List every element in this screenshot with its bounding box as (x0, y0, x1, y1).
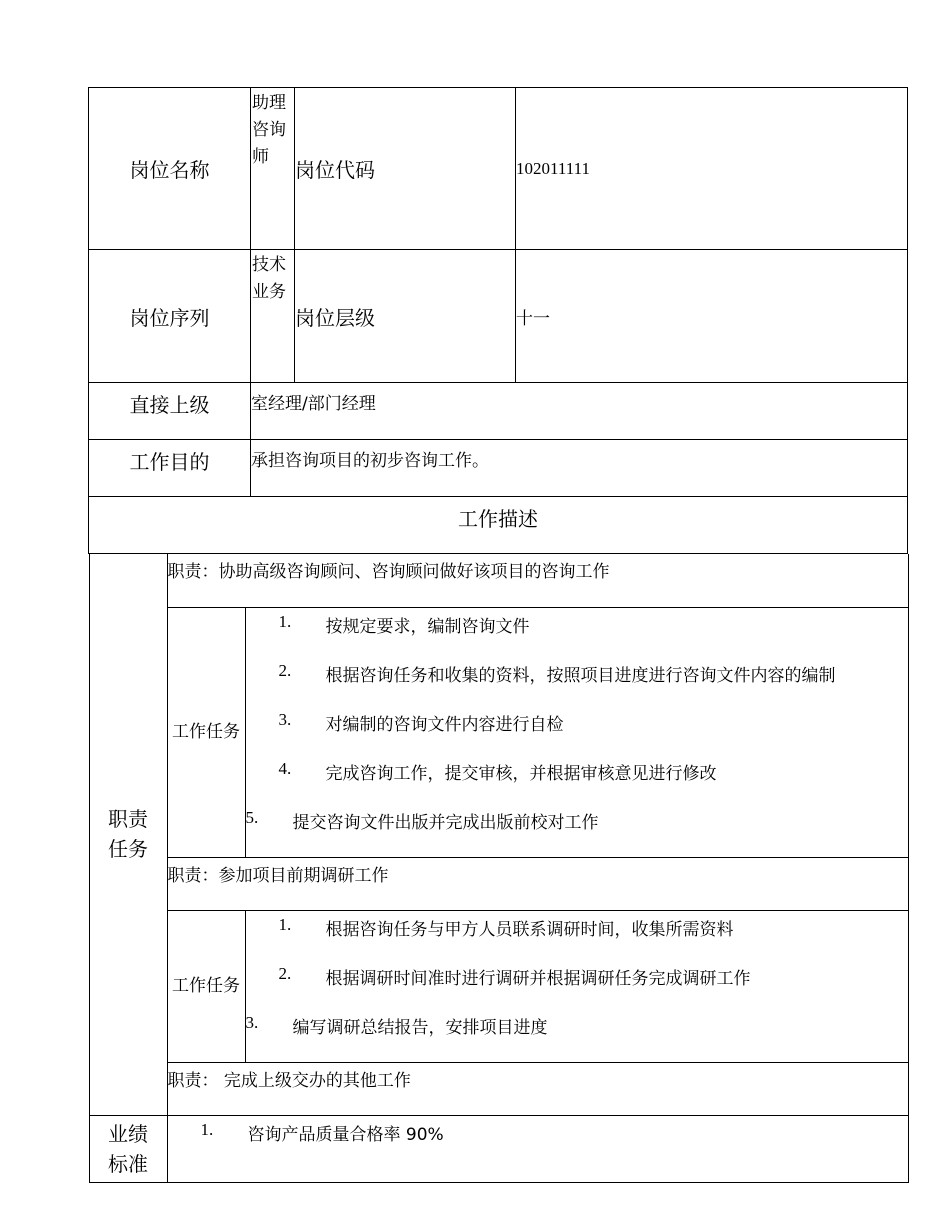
purpose-label: 工作目的 (89, 440, 251, 497)
task-item: 3. 对编制的咨询文件内容进行自检 (278, 709, 564, 735)
task-item: 3. 编写调研总结报告，安排项目进度 (245, 1012, 548, 1038)
duties-table (89, 554, 909, 1183)
task-list-1 (245, 607, 908, 857)
performance-list (167, 1115, 908, 1182)
task-item: 2. 根据咨询任务和收集的资料，按照项目进度进行咨询文件内容的编制 (278, 660, 836, 686)
post-series-label: 岗位序列 (89, 250, 251, 383)
post-code-value: 102011111 (516, 88, 908, 250)
purpose-value: 承担咨询项目的初步咨询工作。 (251, 440, 908, 497)
task-item: 5. 提交咨询文件出版并完成出版前校对工作 (245, 807, 599, 833)
task-label-1: 工作任务 (167, 607, 245, 857)
duty-title-3: 职责： 完成上级交办的其他工作 (167, 1062, 908, 1115)
task-item: 1. 根据咨询任务与甲方人员联系调研时间，收集所需资料 (278, 914, 734, 940)
superior-value: 室经理/部门经理 (251, 383, 908, 440)
superior-label: 直接上级 (89, 383, 251, 440)
performance-label: 业绩标准 (89, 1115, 167, 1182)
post-name-label: 岗位名称 (89, 88, 251, 250)
post-name-value: 助理咨询师 (251, 88, 295, 250)
description-title: 工作描述 (89, 497, 908, 554)
post-series-value: 技术业务 (251, 250, 295, 383)
duty-title-1: 职责：协助高级咨询顾问、咨询顾问做好该项目的咨询工作 (167, 554, 908, 607)
duties-label: 职责任务 (89, 554, 167, 1115)
duty-title-2: 职责：参加项目前期调研工作 (167, 857, 908, 910)
task-item: 1. 按规定要求，编制咨询文件 (278, 611, 530, 637)
task-item: 4. 完成咨询工作，提交审核，并根据审核意见进行修改 (278, 758, 717, 784)
job-description-sheet (88, 87, 907, 1175)
task-label-2: 工作任务 (167, 910, 245, 1062)
performance-item: 1. 咨询产品质量合格率 90% (200, 1119, 444, 1145)
task-item: 2. 根据调研时间准时进行调研并根据调研任务完成调研工作 (278, 963, 751, 989)
post-level-value: 十一 (516, 250, 908, 383)
post-code-label: 岗位代码 (295, 88, 516, 250)
job-description-table (88, 87, 908, 1183)
task-list-2 (245, 910, 908, 1062)
post-level-label: 岗位层级 (295, 250, 516, 383)
